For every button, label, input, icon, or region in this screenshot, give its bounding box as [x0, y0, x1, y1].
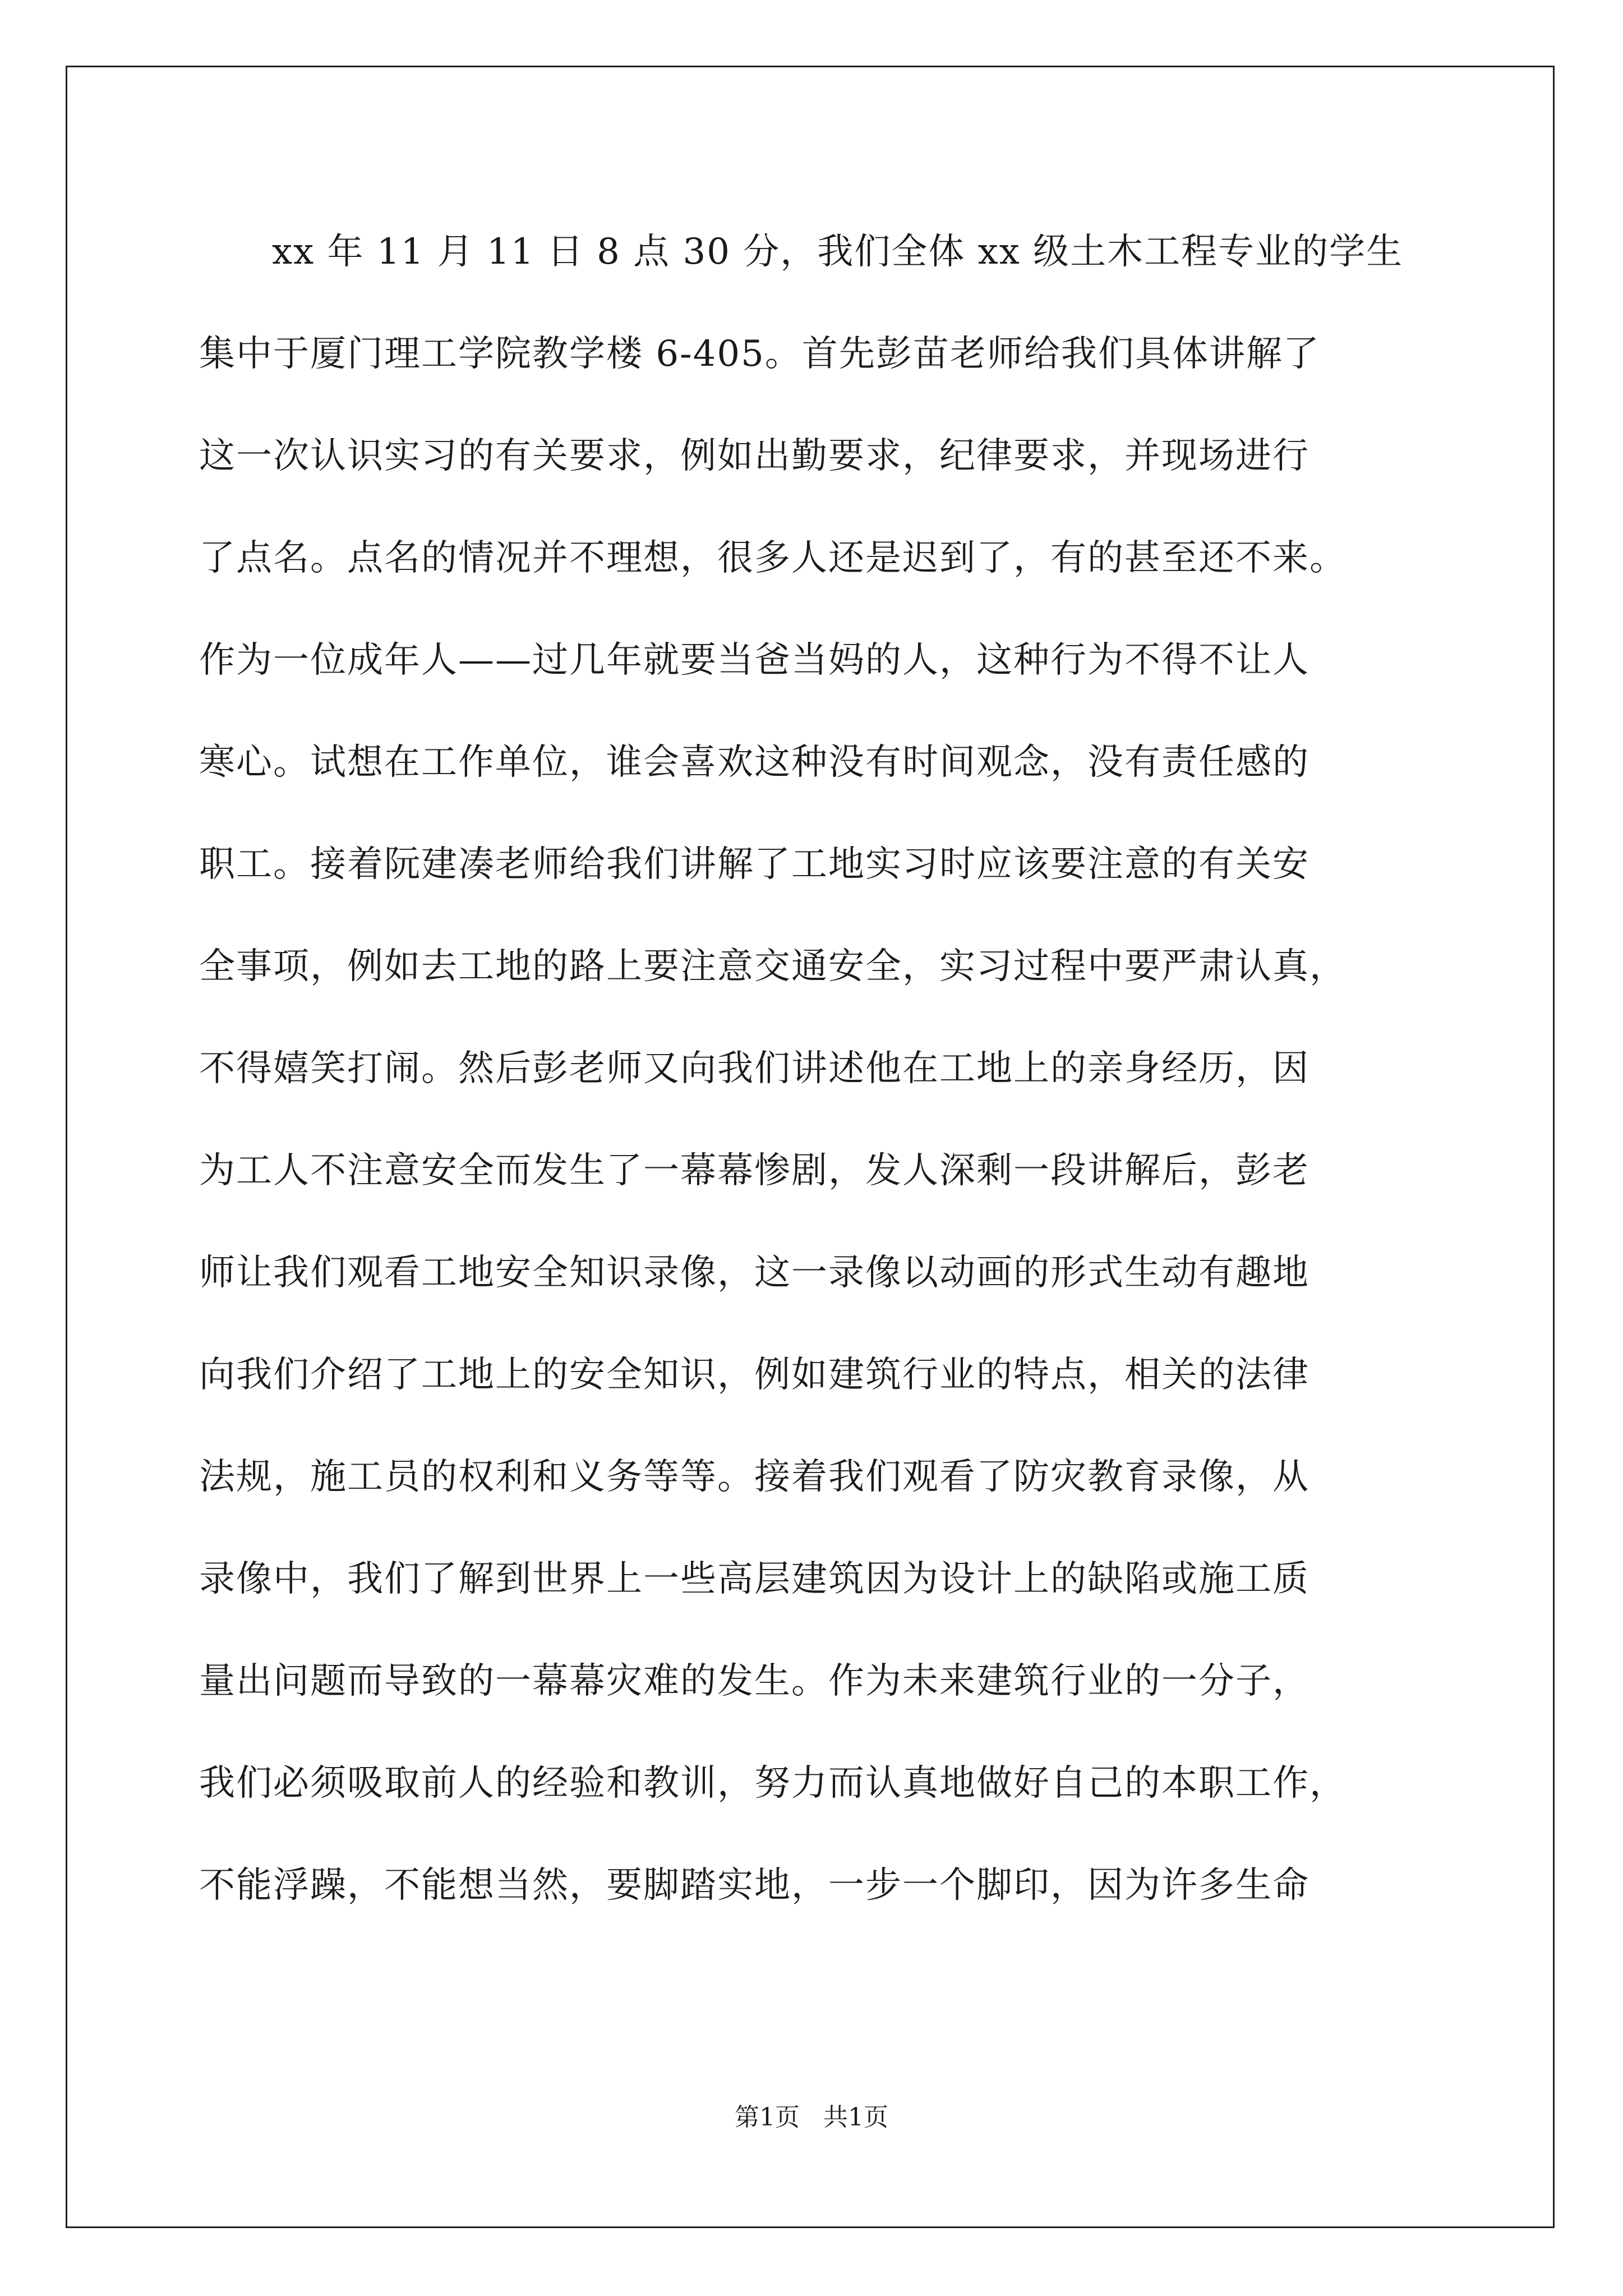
paragraph-line: 这一次认识实习的有关要求，例如出勤要求，纪律要求，并现场进行 — [199, 435, 1310, 477]
paragraph-line: 法规，施工员的权利和义务等等。接着我们观看了防灾教育录像，从 — [199, 1456, 1310, 1498]
paragraph-line: 不得嬉笑打闹。然后彭老师又向我们讲述他在工地上的亲身经历，因 — [199, 1048, 1310, 1089]
paragraph-line: 集中于厦门理工学院教学楼 6-405。首先彭苗老师给我们具体讲解了 — [199, 333, 1320, 375]
paragraph-line: 了点名。点名的情况并不理想，很多人还是迟到了，有的甚至还不来。 — [199, 537, 1347, 579]
paragraph-line: 师让我们观看工地安全知识录像，这一录像以动画的形式生动有趣地 — [199, 1252, 1310, 1294]
paragraph-line: 向我们介绍了工地上的安全知识，例如建筑行业的特点，相关的法律 — [199, 1354, 1310, 1396]
paragraph-line: 为工人不注意安全而发生了一幕幕惨剧，发人深剩一段讲解后，彭老 — [199, 1150, 1310, 1191]
paragraph-line: 作为一位成年人——过几年就要当爸当妈的人，这种行为不得不让人 — [199, 639, 1310, 681]
page-number-footer: 第1页 共1页 — [735, 2103, 888, 2132]
paragraph-line: 不能浮躁，不能想当然，要脚踏实地，一步一个脚印，因为许多生命 — [199, 1865, 1310, 1906]
paragraph-line: 寒心。试想在工作单位，谁会喜欢这种没有时间观念，没有责任感的 — [199, 742, 1310, 783]
paragraph-line: 量出问题而导致的一幕幕灾难的发生。作为未来建筑行业的一分子， — [199, 1660, 1310, 1702]
paragraph-line: xx 年 11 月 11 日 8 点 30 分，我们全体 xx 级土木工程专业的学生 — [272, 231, 1404, 273]
paragraph-line: 我们必须吸取前人的经验和教训，努力而认真地做好自己的本职工作， — [199, 1763, 1347, 1804]
paragraph-line: 录像中，我们了解到世界上一些高层建筑因为设计上的缺陷或施工质 — [199, 1558, 1310, 1600]
paragraph-line: 职工。接着阮建凑老师给我们讲解了工地实习时应该要注意的有关安 — [199, 844, 1310, 885]
paragraph-line: 全事项，例如去工地的路上要注意交通安全，实习过程中要严肃认真， — [199, 946, 1347, 987]
